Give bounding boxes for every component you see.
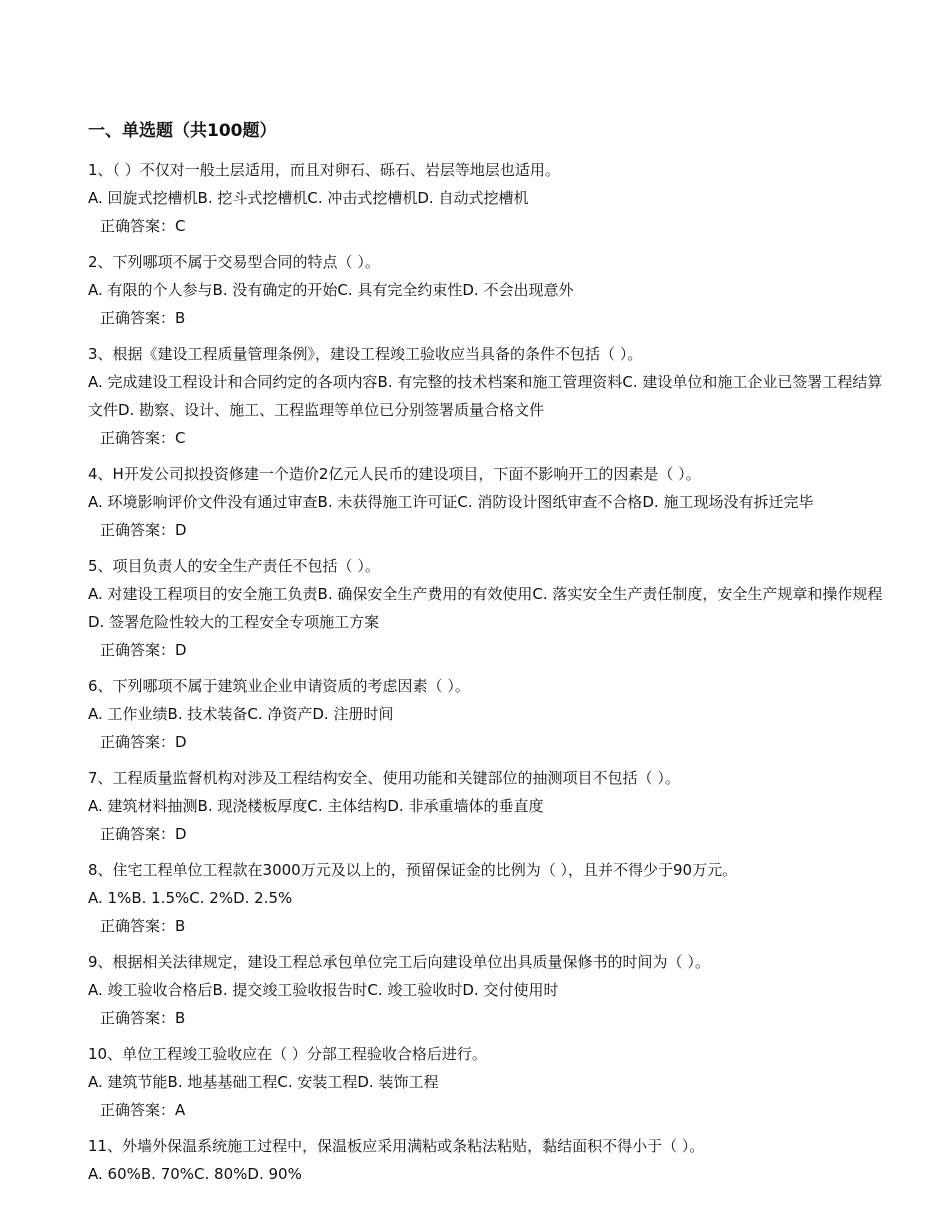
- question-answer: 正确答案：A: [100, 1101, 186, 1119]
- question-options: A. 1%B. 1.5%C. 2%D. 2.5%: [88, 889, 293, 907]
- question-answer: 正确答案：B: [100, 309, 186, 327]
- question-11: [88, 1132, 890, 1188]
- question-2: [88, 248, 890, 332]
- question-answer: 正确答案：D: [100, 521, 187, 539]
- section-title: 一、单选题（共100题）: [88, 121, 277, 141]
- question-stem: 8、住宅工程单位工程款在3000万元及以上的，预留保证金的比例为（ ），且并不得少于90万元。: [88, 861, 738, 879]
- question-stem: 1、（ ）不仅对一般土层适用，而且对卵石、砾石、岩层等地层也适用。: [88, 161, 560, 179]
- question-options: A. 环境影响评价文件没有通过审查B. 未获得施工许可证C. 消防设计图纸审查不合格D. 施工现场没有拆迁完毕: [88, 493, 814, 511]
- question-answer: 正确答案：B: [100, 1009, 186, 1027]
- question-stem: 11、外墙外保温系统施工过程中，保温板应采用满粘或条粘法粘贴，黏结面积不得小于（ ）。: [88, 1137, 705, 1155]
- question-8: [88, 856, 890, 940]
- question-9: [88, 948, 890, 1032]
- question-stem: 4、H开发公司拟投资修建一个造价2亿元人民币的建设项目，下面不影响开工的因素是（ ）。: [88, 465, 701, 483]
- question-6: [88, 672, 890, 756]
- question-answer: 正确答案：D: [100, 641, 187, 659]
- question-options: A. 60%B. 70%C. 80%D. 90%: [88, 1165, 302, 1183]
- question-stem: 7、工程质量监督机构对涉及工程结构安全、使用功能和关键部位的抽测项目不包括（ ）。: [88, 769, 680, 787]
- question-3: [88, 340, 890, 452]
- question-7: [88, 764, 890, 848]
- question-stem: 3、根据《建设工程质量管理条例》，建设工程竣工验收应当具备的条件不包括（ ）。: [88, 345, 643, 363]
- question-stem: 5、项目负责人的安全生产责任不包括（ ）。: [88, 557, 380, 575]
- question-answer: 正确答案：B: [100, 917, 186, 935]
- question-stem: 9、根据相关法律规定，建设工程总承包单位完工后向建设单位出具质量保修书的时间为（ ）。: [88, 953, 710, 971]
- question-options: A. 有限的个人参与B. 没有确定的开始C. 具有完全约束性D. 不会出现意外: [88, 281, 574, 299]
- question-options: A. 回旋式挖槽机B. 挖斗式挖槽机C. 冲击式挖槽机D. 自动式挖槽机: [88, 189, 529, 207]
- question-answer: 正确答案：C: [100, 429, 186, 447]
- question-10: [88, 1040, 890, 1124]
- question-options: A. 工作业绩B. 技术装备C. 净资产D. 注册时间: [88, 705, 394, 723]
- question-options: A. 对建设工程项目的安全施工负责B. 确保安全生产费用的有效使用C. 落实安全生产责任制度，安全生产规章和操作规程D. 签署危险性较大的工程安全专项施工方案: [88, 585, 883, 631]
- question-stem: 6、下列哪项不属于建筑业企业申请资质的考虑因素（ ）。: [88, 677, 470, 695]
- question-answer: 正确答案：C: [100, 217, 186, 235]
- question-1: [88, 156, 890, 240]
- question-4: [88, 460, 890, 544]
- question-answer: 正确答案：D: [100, 733, 187, 751]
- question-stem: 10、单位工程竣工验收应在（ ）分部工程验收合格后进行。: [88, 1045, 487, 1063]
- question-stem: 2、下列哪项不属于交易型合同的特点（ ）。: [88, 253, 380, 271]
- question-5: [88, 552, 890, 664]
- question-answer: 正确答案：D: [100, 825, 187, 843]
- question-options: A. 完成建设工程设计和合同约定的各项内容B. 有完整的技术档案和施工管理资料C. 建设单位和施工企业已签署工程结算文件D. 勘察、设计、施工、工程监理等单位已分别签署质量合格文件: [88, 373, 883, 419]
- question-options: A. 建筑节能B. 地基基础工程C. 安装工程D. 装饰工程: [88, 1073, 439, 1091]
- question-options: A. 竣工验收合格后B. 提交竣工验收报告时C. 竣工验收时D. 交付使用时: [88, 981, 559, 999]
- question-options: A. 建筑材料抽测B. 现浇楼板厚度C. 主体结构D. 非承重墙体的垂直度: [88, 797, 544, 815]
